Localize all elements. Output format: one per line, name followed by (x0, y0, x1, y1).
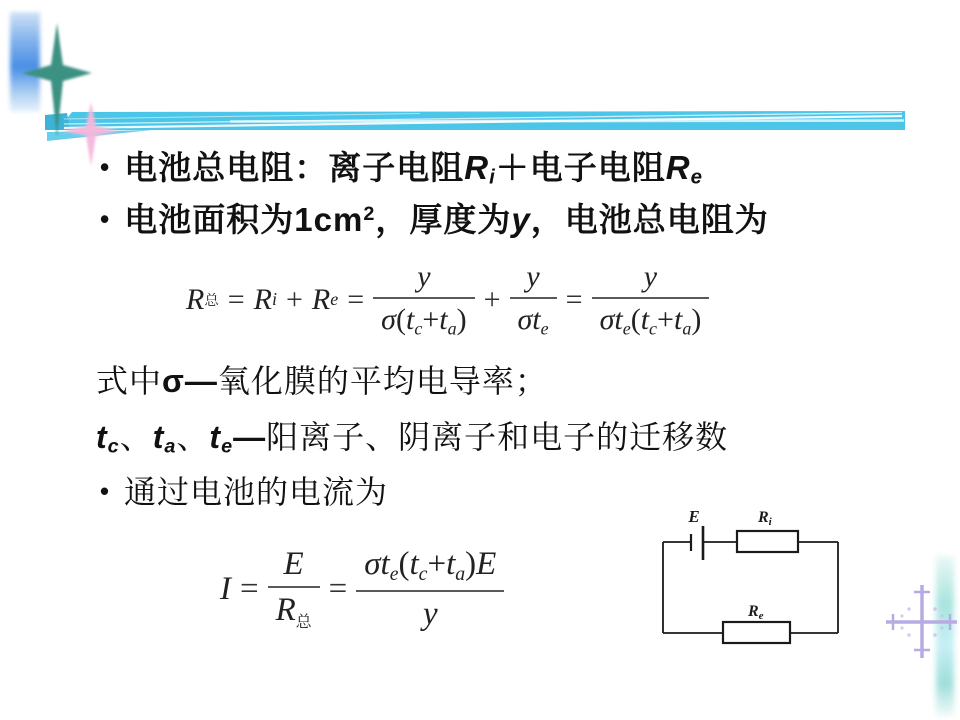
line-sigma-definition (96, 364, 548, 399)
f1-frac3-num: y (643, 260, 658, 293)
line1-var-Re: R (665, 149, 691, 186)
f1-R-sub: 总 (204, 293, 219, 310)
line4-te-sub: e (221, 435, 234, 458)
f1-frac1-den: σ(tc+ta) (381, 303, 467, 339)
resistor-Ri-box (737, 531, 798, 552)
f1-frac2-den: σte (517, 303, 549, 339)
f2-fraction-1 (268, 546, 320, 632)
line1-plus: ＋ (495, 149, 530, 186)
line4-te: t (209, 419, 222, 455)
f1-Ri: R (253, 282, 272, 316)
f1-fraction-3 (592, 260, 710, 339)
f1-plus1: + (286, 282, 303, 316)
bullet-dot: • (100, 204, 111, 234)
f1-Ri-sub: i (271, 289, 277, 310)
line-transference-numbers (96, 420, 728, 458)
line1-var-Re-sub: e (690, 165, 703, 189)
f1-frac3-den: σte(tc+ta) (599, 303, 702, 339)
bullet-line-current (100, 475, 388, 510)
f1-fraction-2 (510, 260, 557, 339)
line2-var-y: y (511, 201, 531, 238)
f1-eq1: = (227, 282, 245, 316)
f2-I: I (220, 570, 231, 607)
f2-frac1-bar (268, 586, 320, 588)
teal-vertical-streak (936, 556, 954, 716)
line5-text: 通过电池的电流为 (123, 474, 388, 510)
line4-sep1: 、 (119, 419, 153, 455)
line2-text-2: ，厚度为 (375, 201, 512, 238)
resistor-Re-box (723, 622, 790, 643)
bottomright-compass-decoration (860, 520, 960, 720)
line2-text-1: 电池面积为 (124, 201, 295, 238)
f1-frac1-bar (373, 297, 474, 299)
f1-frac3-bar (592, 297, 710, 299)
line1-text-1: 电池总电阻：离子电阻 (124, 149, 465, 186)
line2-area-value: 1cm (294, 201, 364, 238)
f2-frac2-bar (356, 590, 504, 592)
f1-frac2-num: y (526, 260, 540, 293)
f1-eq2: = (347, 282, 365, 316)
f2-frac2-num: σte(tc+ta)E (364, 546, 497, 585)
f1-fraction-1 (373, 260, 474, 339)
bullet-line-total-resistance (100, 150, 703, 189)
bullet-dot: • (100, 152, 111, 182)
resistor-Re-label: Re (748, 603, 764, 622)
f1-eq3: = (565, 282, 583, 316)
blue-gradient-band (10, 12, 40, 112)
f1-Re: R (311, 282, 331, 316)
line4-sep2: 、 (176, 419, 210, 455)
line4-text: 阳离子、阴离子和电子的迁移数 (266, 419, 729, 455)
line3-text-2: 氧化膜的平均电导率； (217, 363, 548, 399)
f2-fraction-2 (356, 546, 504, 632)
line2-text-3: ，电池总电阻为 (530, 201, 769, 238)
line4-dash: — (233, 419, 267, 455)
line3-text-1: 式中 (96, 363, 163, 399)
f1-R: R (186, 282, 205, 316)
line1-var-Ri: R (464, 149, 490, 186)
bullet-dot: • (100, 478, 110, 506)
line4-tc: t (96, 419, 108, 455)
line2-area-exponent: 2 (363, 203, 376, 226)
f1-plus2: + (483, 282, 501, 316)
resistor-Ri-label: Ri (758, 509, 772, 528)
bullet-line-area-thickness (100, 202, 769, 238)
line4-tc-sub: c (107, 435, 120, 458)
battery-E-label: E (688, 507, 700, 526)
line1-text-2: 电子电阻 (529, 149, 666, 186)
f1-Re-sub: e (330, 289, 339, 310)
formula-current (220, 546, 504, 632)
line4-ta: t (152, 419, 165, 455)
f2-eq1: = (240, 570, 259, 607)
formula-total-resistance (186, 260, 709, 339)
f2-frac1-den: $R_总$ (275, 592, 312, 632)
line4-ta-sub: a (164, 435, 177, 458)
line3-sigma-dash: σ— (162, 363, 218, 399)
f2-frac1-num: E (283, 546, 304, 583)
f1-frac1-num: y (417, 260, 431, 293)
line1-var-Ri-sub: i (489, 165, 496, 189)
f2-eq2: = (328, 570, 348, 607)
stripe-highlight-3 (230, 121, 904, 122)
f1-frac2-bar (510, 297, 557, 299)
f2-frac2-den: y (422, 595, 438, 632)
circuit-diagram (640, 492, 870, 662)
